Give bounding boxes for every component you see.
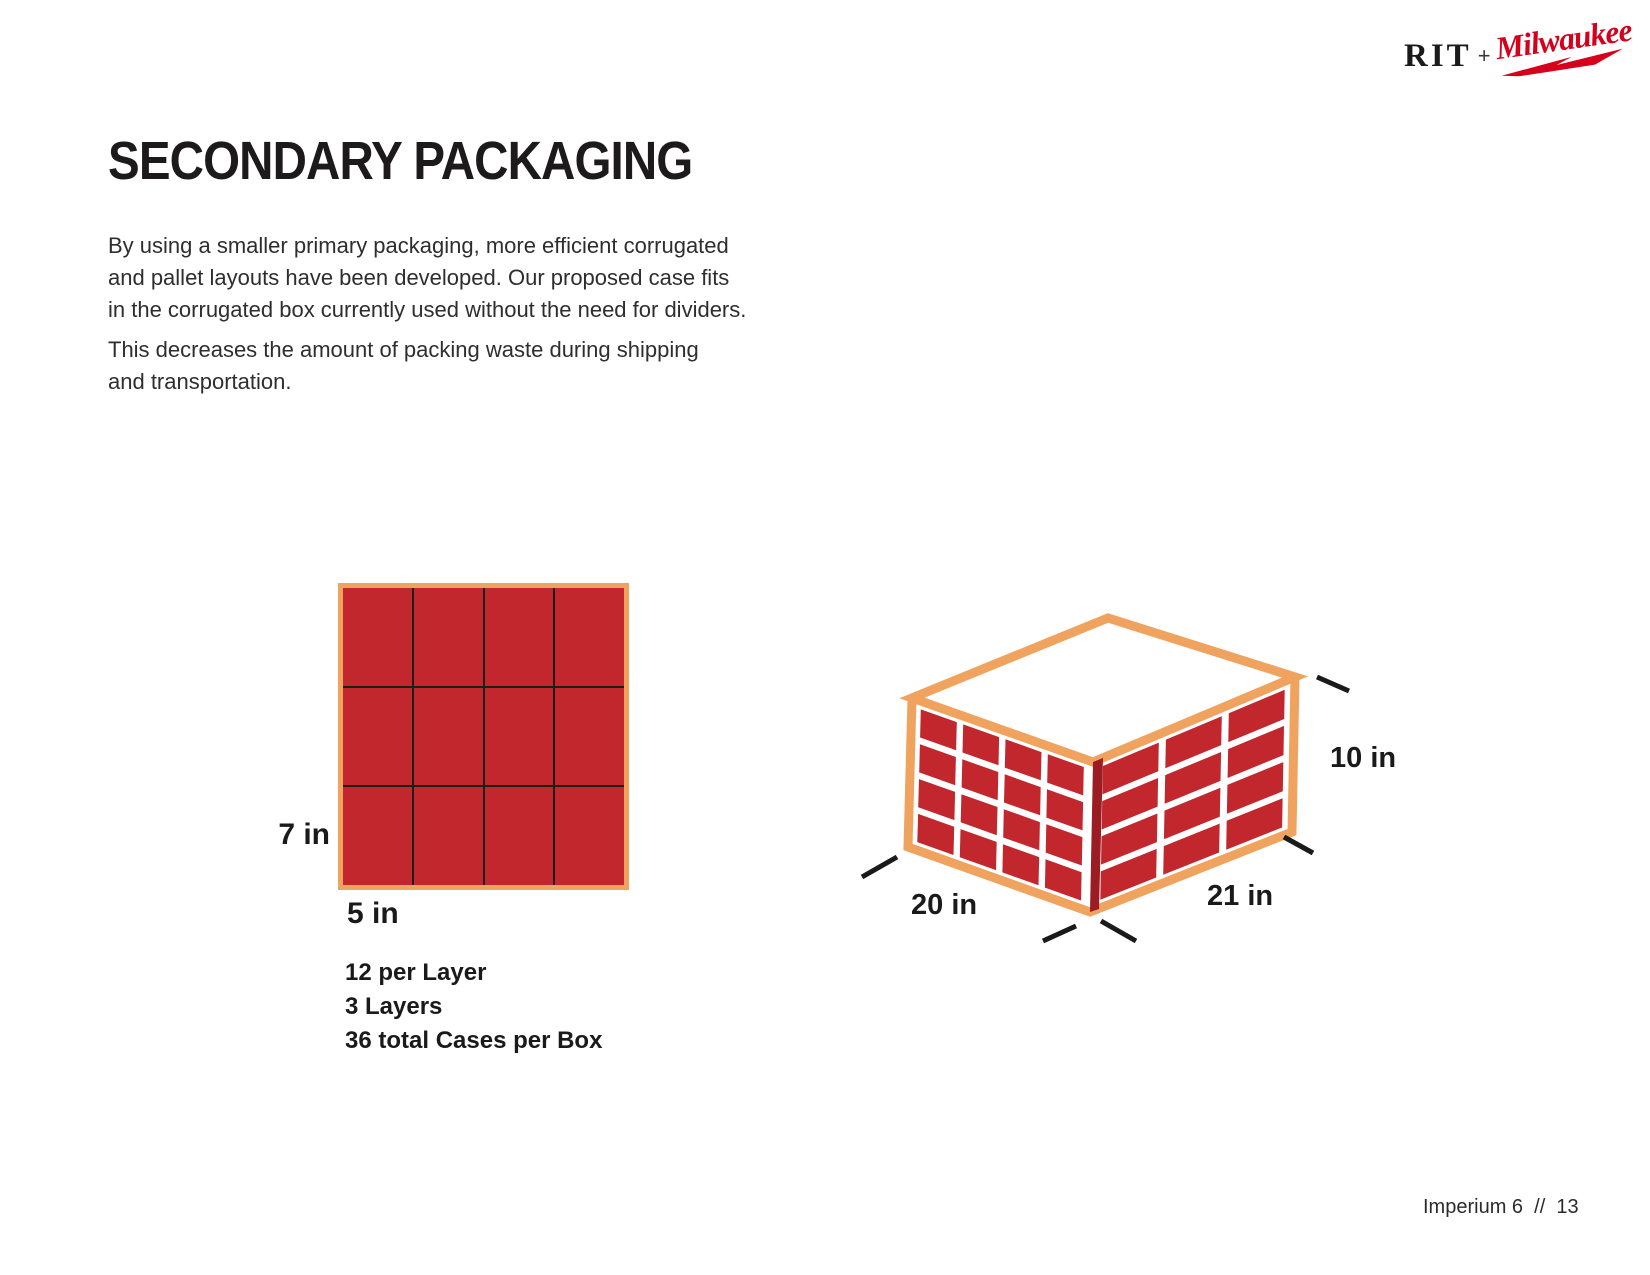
tick-bottom-center-left [1043, 926, 1076, 941]
case-cell [414, 588, 483, 686]
case-cell [343, 588, 412, 686]
case-cell [555, 787, 624, 885]
case-height-label: 7 in [278, 818, 330, 851]
case-cell [485, 787, 554, 885]
stat-layers: 3 Layers [345, 993, 443, 1020]
intro-paragraph-1 [108, 230, 746, 326]
milwaukee-logo [1492, 11, 1635, 78]
intro-line: in the corrugated box currently used without the need for dividers. [108, 297, 747, 322]
case-cell [485, 588, 554, 686]
intro-line: and pallet layouts have been developed. Our proposed case fits [108, 265, 730, 290]
corrugated-box-isometric-diagram [800, 560, 1380, 950]
intro-line: and transportation. [108, 369, 292, 394]
box-height-label: 10 in [1330, 742, 1397, 774]
stat-per-layer: 12 per Layer [345, 959, 487, 986]
case-cell [414, 787, 483, 885]
case-cell [414, 688, 483, 786]
intro-line: By using a smaller primary packaging, more efficient corrugated [108, 233, 729, 258]
milwaukee-wordmark: Milwaukee [1492, 11, 1634, 67]
rit-logo: RIT [1404, 37, 1472, 74]
plus-sign: + [1477, 43, 1491, 69]
page-title: SECONDARY PACKAGING [108, 131, 693, 191]
tick-bottom-left [862, 857, 897, 877]
case-cell [555, 688, 624, 786]
case-width-label: 5 in [347, 897, 399, 930]
layer-top-view-diagram [338, 583, 629, 890]
box-depth-label: 21 in [1207, 880, 1274, 912]
case-cell [485, 688, 554, 786]
box-width-label: 20 in [911, 889, 978, 921]
logo-lockup [1404, 11, 1636, 79]
page-footer: Imperium 6 // 13 [1423, 1196, 1579, 1218]
stat-total-cases: 36 total Cases per Box [345, 1027, 603, 1054]
case-cell [343, 787, 412, 885]
intro-line: This decreases the amount of packing waste during shipping [108, 337, 699, 362]
case-cell [555, 588, 624, 686]
case-cell [343, 688, 412, 786]
intro-paragraph-2 [108, 334, 699, 398]
tick-top-right [1317, 677, 1349, 691]
packing-stats [345, 956, 602, 1058]
tick-bottom-center-right [1101, 921, 1136, 941]
tick-bottom-right [1284, 837, 1313, 853]
